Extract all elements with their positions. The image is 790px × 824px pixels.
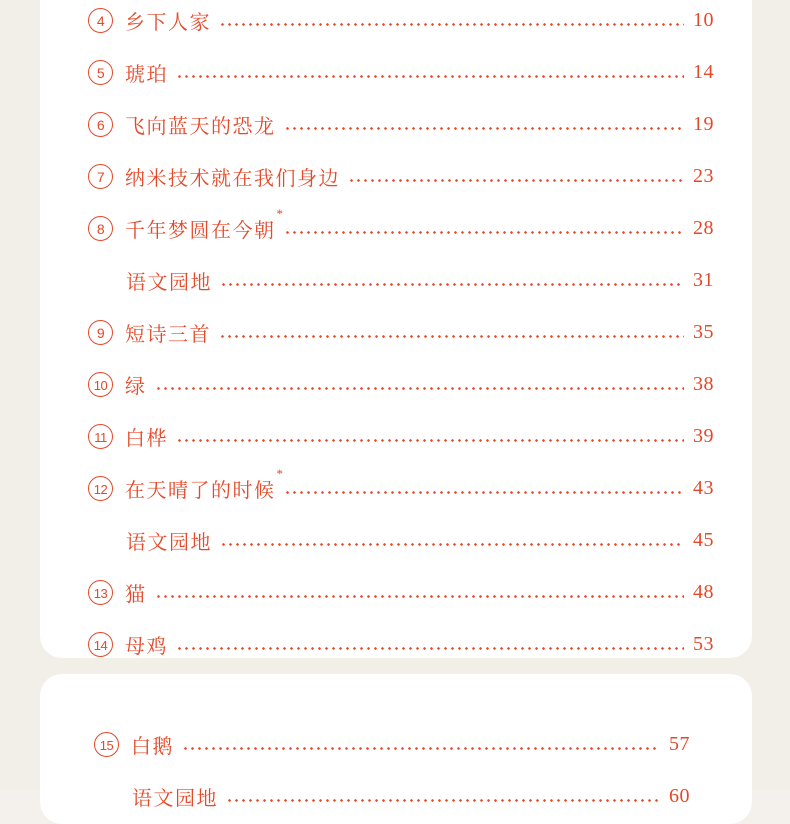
lesson-number-badge: 15 — [94, 732, 119, 757]
toc-page-number: 28 — [693, 216, 714, 239]
leader-dots — [176, 62, 684, 82]
leader-dots — [226, 786, 660, 806]
toc-card-second — [40, 674, 752, 824]
toc-page-number: 60 — [669, 784, 690, 807]
toc-entry-title: 语文园地 — [126, 271, 212, 294]
toc-entry-title: 纳米技术就在我们身边 — [125, 167, 340, 190]
toc-entry-title: 白桦 — [125, 427, 168, 450]
toc-page-number: 23 — [693, 164, 714, 187]
leader-dots — [348, 166, 684, 186]
lesson-number-badge: 9 — [88, 320, 113, 345]
toc-page-number: 35 — [693, 320, 714, 343]
toc-entry-section[interactable] — [40, 514, 752, 566]
toc-entry[interactable] — [40, 306, 752, 358]
toc-entry-title: 猫 — [125, 583, 147, 606]
toc-entry-title: 短诗三首 — [125, 323, 211, 346]
toc-entry-title: 绿 — [125, 375, 147, 398]
leader-dots — [220, 530, 684, 550]
lesson-number-badge: 11 — [88, 424, 113, 449]
toc-page-number: 38 — [693, 372, 714, 395]
toc-entry-title: 语文园地 — [132, 787, 218, 810]
toc-entry[interactable] — [40, 566, 752, 618]
leader-dots — [182, 734, 660, 754]
toc-entry[interactable] — [40, 358, 752, 410]
toc-entry[interactable] — [40, 718, 752, 770]
toc-entry[interactable] — [40, 46, 752, 98]
toc-entry[interactable] — [40, 618, 752, 658]
lesson-number-badge: 5 — [88, 60, 113, 85]
toc-entry-title: 琥珀 — [125, 63, 168, 86]
leader-dots — [176, 426, 684, 446]
toc-page-number: 31 — [693, 268, 714, 291]
toc-entry-title: 乡下人家 — [125, 11, 211, 34]
lesson-number-badge: 12 — [88, 476, 113, 501]
toc-entry[interactable] — [40, 462, 752, 514]
leader-dots — [284, 114, 685, 134]
leader-dots — [176, 634, 684, 654]
leader-dots — [219, 322, 684, 342]
toc-list-second — [40, 674, 752, 822]
lesson-number-badge: 13 — [88, 580, 113, 605]
lesson-number-badge: 14 — [88, 632, 113, 657]
toc-entry[interactable] — [40, 0, 752, 46]
lesson-number-badge: 10 — [88, 372, 113, 397]
leader-dots — [284, 218, 685, 238]
toc-entry[interactable] — [40, 410, 752, 462]
toc-page-number: 14 — [693, 60, 714, 83]
lesson-number-badge: 4 — [88, 8, 113, 33]
toc-entry-title: 语文园地 — [126, 531, 212, 554]
toc-page-number: 39 — [693, 424, 714, 447]
toc-entry-title: 飞向蓝天的恐龙 — [125, 115, 276, 138]
toc-entry-section[interactable] — [40, 770, 752, 822]
toc-entry-title: 千年梦圆在今朝 * — [125, 214, 276, 243]
leader-dots — [155, 582, 685, 602]
toc-page-number: 43 — [693, 476, 714, 499]
toc-page-number: 53 — [693, 632, 714, 655]
toc-entry[interactable] — [40, 98, 752, 150]
toc-entry-section[interactable] — [40, 254, 752, 306]
toc-card-first — [40, 0, 752, 658]
toc-entry-title: 母鸡 — [125, 635, 168, 658]
toc-page-number: 10 — [693, 8, 714, 31]
toc-entry-title: 白鹅 — [131, 735, 174, 758]
lesson-number-badge: 6 — [88, 112, 113, 137]
toc-page-number: 45 — [693, 528, 714, 551]
lesson-number-badge: 8 — [88, 216, 113, 241]
toc-entry[interactable] — [40, 150, 752, 202]
toc-entry-title: 在天晴了的时候 * — [125, 474, 276, 503]
leader-dots — [220, 270, 684, 290]
toc-page-number: 48 — [693, 580, 714, 603]
leader-dots — [155, 374, 685, 394]
leader-dots — [219, 10, 684, 30]
toc-entry[interactable] — [40, 202, 752, 254]
toc-page-number: 57 — [669, 732, 690, 755]
lesson-number-badge: 7 — [88, 164, 113, 189]
toc-page-number: 19 — [693, 112, 714, 135]
leader-dots — [284, 478, 685, 498]
toc-list-first — [40, 0, 752, 658]
